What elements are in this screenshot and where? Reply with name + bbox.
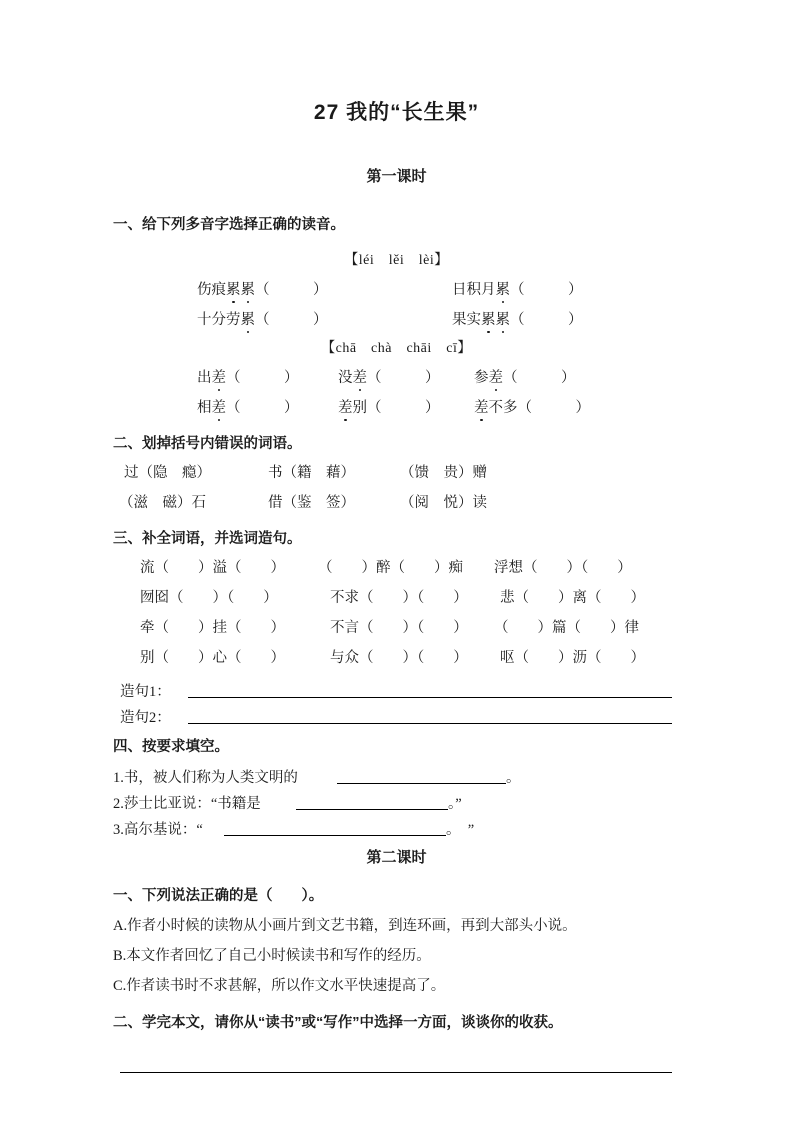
duoyinzi-item-7-dot-a: 差: [489, 366, 504, 387]
duoyinzi-item-8-paren[interactable]: （ ）: [226, 400, 299, 416]
p1-section-1-heading: 一、给下列多音字选择正确的读音。: [113, 217, 345, 233]
cross-out-item-1[interactable]: 过（隐 瘾）: [124, 465, 211, 481]
sentence-label-1: 造句1：: [120, 684, 171, 700]
idiom-item-6[interactable]: 悲（ ）离（ ）: [500, 590, 645, 606]
duoyinzi-item-4-paren[interactable]: （ ）: [510, 312, 583, 328]
duoyinzi-item-5-prefix: 出: [197, 370, 212, 386]
duoyinzi-item-10: [474, 396, 590, 417]
duoyinzi-item-8-prefix: 相: [197, 400, 212, 416]
cross-out-item-4[interactable]: （滋 磁）石: [119, 495, 206, 511]
duoyinzi-item-8: [197, 396, 299, 417]
period-2-heading: 第二课时: [366, 849, 427, 866]
duoyinzi-item-4-dot-a: 累: [481, 308, 496, 329]
fill-input-2[interactable]: [296, 809, 448, 810]
duoyinzi-item-7: [474, 366, 576, 387]
duoyinzi-item-5-dot-a: 差: [212, 366, 227, 387]
fill-input-1[interactable]: [337, 783, 506, 784]
duoyinzi-item-5: [197, 366, 299, 387]
duoyinzi-item-9-paren[interactable]: （ ）: [367, 400, 440, 416]
duoyinzi-item-2-paren[interactable]: （ ）: [510, 282, 583, 298]
p1-section-3-heading: 三、补全词语，并选词造句。: [113, 531, 302, 547]
fill-item-2-after: 。”: [448, 796, 462, 812]
fill-item-1-after: 。: [506, 770, 521, 786]
duoyinzi-item-1: [197, 278, 328, 299]
page-title: 27 我的“长生果”: [313, 101, 480, 124]
sentence-input-2[interactable]: [188, 723, 672, 724]
idiom-item-9[interactable]: （ ）篇（ ）律: [494, 620, 639, 636]
fill-input-3[interactable]: [224, 835, 446, 836]
fill-item-2-before: 2.莎士比亚说：“书籍是: [113, 796, 261, 812]
cross-out-item-3[interactable]: （馈 贵）赠: [400, 465, 487, 481]
duoyinzi-item-2: [452, 278, 583, 299]
idiom-item-4[interactable]: 囫囵（ ）（ ）: [140, 590, 278, 606]
cross-out-item-5[interactable]: 借（鉴 签）: [268, 495, 355, 511]
duoyinzi-item-6-prefix: 没: [338, 370, 353, 386]
duoyinzi-item-7-prefix: 参: [474, 370, 489, 386]
duoyinzi-item-3-dot-a: 累: [241, 308, 256, 329]
duoyinzi-item-9-dot-a: 差: [338, 396, 353, 417]
duoyinzi-item-5-paren[interactable]: （ ）: [226, 370, 299, 386]
fill-item-3-after: 。 ”: [446, 822, 475, 838]
cross-out-item-6[interactable]: （阅 悦）读: [400, 495, 487, 511]
option-b[interactable]: B.本文作者回忆了自己小时候读书和写作的经历。: [113, 948, 431, 964]
duoyinzi-item-7-paren[interactable]: （ ）: [503, 370, 576, 386]
fill-item-3-before: 3.高尔基说：“: [113, 822, 203, 838]
idiom-item-3[interactable]: 浮想（ ）（ ）: [494, 560, 632, 576]
pinyin-group-2: 【chā chà chāi cī】: [321, 341, 472, 356]
duoyinzi-item-4-prefix: 果实: [452, 312, 481, 328]
duoyinzi-item-10-paren[interactable]: （ ）: [517, 400, 590, 416]
pinyin-group-1: 【léi lěi lèi】: [344, 253, 449, 268]
duoyinzi-item-3: [197, 308, 328, 329]
idiom-item-11[interactable]: 与众（ ）（ ）: [330, 650, 468, 666]
sentence-input-1[interactable]: [188, 697, 672, 698]
idiom-item-1[interactable]: 流（ ）溢（ ）: [140, 560, 285, 576]
duoyinzi-item-10-suffix: 不多: [488, 400, 518, 416]
idiom-item-2[interactable]: （ ）醉（ ）痴: [318, 560, 463, 576]
idiom-item-7[interactable]: 牵（ ）挂（ ）: [140, 620, 285, 636]
idiom-item-12[interactable]: 呕（ ）沥（ ）: [500, 650, 645, 666]
idiom-item-8[interactable]: 不言（ ）（ ）: [330, 620, 468, 636]
p1-section-2-heading: 二、划掉括号内错误的词语。: [113, 436, 302, 452]
duoyinzi-item-8-dot-a: 差: [212, 396, 227, 417]
duoyinzi-item-1-prefix: 伤痕: [197, 282, 226, 298]
duoyinzi-item-6-paren[interactable]: （ ）: [367, 370, 440, 386]
p1-section-4-heading: 四、按要求填空。: [113, 739, 229, 755]
idiom-item-10[interactable]: 别（ ）心（ ）: [140, 650, 285, 666]
duoyinzi-item-2-dot-a: 累: [496, 278, 511, 299]
option-c[interactable]: C.作者读书时不求甚解，所以作文水平快速提高了。: [113, 978, 446, 994]
duoyinzi-item-4: [452, 308, 583, 329]
duoyinzi-item-9-suffix: 别: [352, 400, 367, 416]
duoyinzi-item-1-dot-a: 累: [226, 278, 241, 299]
cross-out-item-2[interactable]: 书（籍 藉）: [268, 465, 355, 481]
period-1-heading: 第一课时: [366, 168, 427, 185]
option-a[interactable]: A.作者小时候的读物从小画片到文艺书籍，到连环画，再到大部头小说。: [113, 918, 577, 934]
sentence-label-2: 造句2：: [120, 710, 171, 726]
duoyinzi-item-4-dot-b: 累: [496, 308, 511, 329]
duoyinzi-item-9: [338, 396, 440, 417]
duoyinzi-item-10-dot-a: 差: [474, 396, 489, 417]
idiom-item-5[interactable]: 不求（ ）（ ）: [330, 590, 468, 606]
fill-item-1-before: 1.书，被人们称为人类文明的: [113, 770, 298, 786]
duoyinzi-item-6-dot-a: 差: [353, 366, 368, 387]
duoyinzi-item-2-prefix: 日积月: [452, 282, 496, 298]
p2-section-2-heading: 二、学完本文，请你从“读书”或“写作”中选择一方面，谈谈你的收获。: [113, 1015, 563, 1031]
duoyinzi-item-1-paren[interactable]: （ ）: [255, 282, 328, 298]
duoyinzi-item-6: [338, 366, 440, 387]
duoyinzi-item-1-dot-b: 累: [241, 278, 256, 299]
free-response-input[interactable]: [120, 1072, 672, 1073]
duoyinzi-item-3-paren[interactable]: （ ）: [255, 312, 328, 328]
p2-section-1-heading: 一、下列说法正确的是（ ）。: [113, 888, 324, 904]
duoyinzi-item-3-prefix: 十分劳: [197, 312, 241, 328]
